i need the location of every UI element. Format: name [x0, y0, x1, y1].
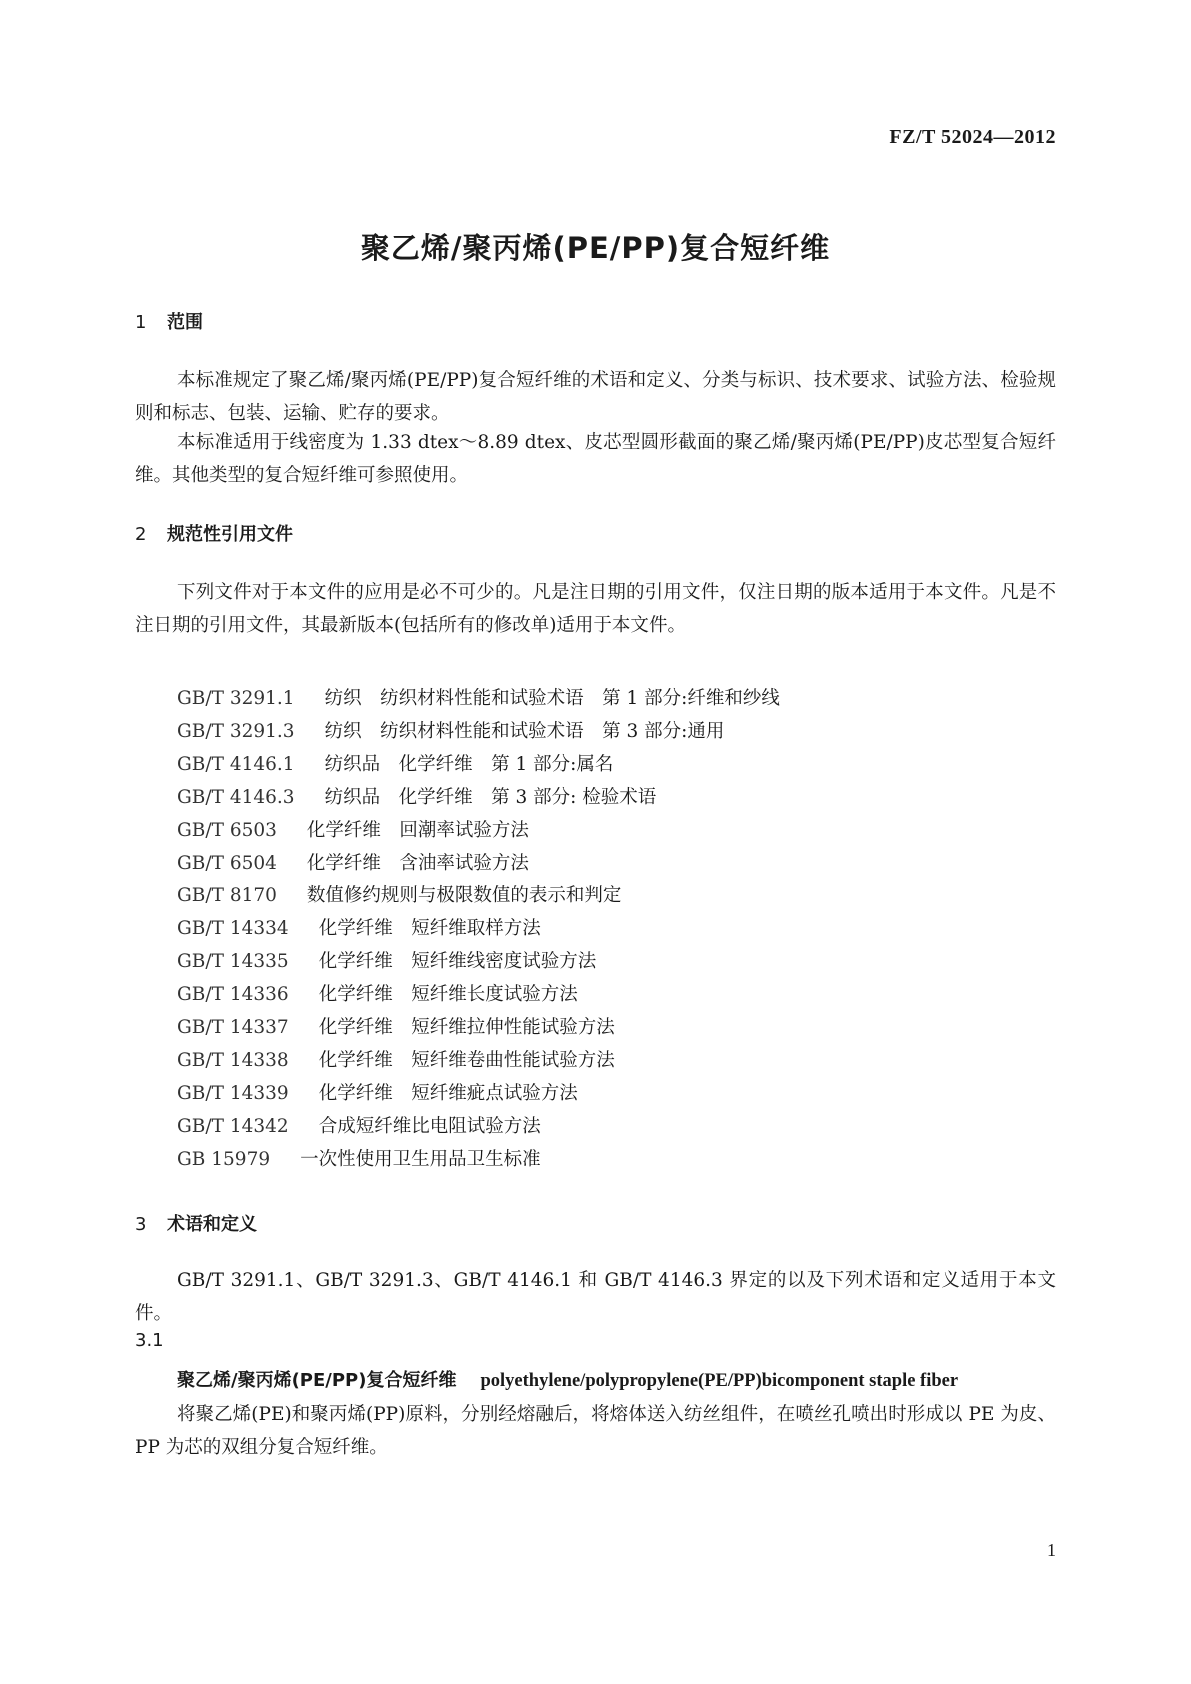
reference-code: GB/T 8170 [177, 885, 277, 907]
reference-title: 化学纤维 含油率试验方法 [306, 852, 529, 874]
reference-item [177, 848, 780, 881]
term-chinese: 聚乙烯/聚丙烯(PE/PP)复合短纤维 [177, 1370, 457, 1391]
section-1-number: 1 [135, 312, 147, 333]
section-2-title: 规范性引用文件 [167, 524, 293, 545]
reference-code: GB/T 6503 [177, 819, 277, 841]
reference-title: 纺织品 化学纤维 第 1 部分:属名 [324, 753, 614, 775]
reference-code: GB/T 4146.1 [177, 753, 295, 775]
section-1-heading [135, 308, 203, 334]
reference-title: 化学纤维 回潮率试验方法 [306, 819, 529, 841]
term-english: polyethylene/polypropylene(PE/PP)bicomponent staple fiber [480, 1371, 959, 1391]
reference-item [177, 1012, 780, 1045]
reference-code: GB 15979 [177, 1148, 271, 1170]
section-1-paragraph-1: 本标准规定了聚乙烯/聚丙烯(PE/PP)复合短纤维的术语和定义、分类与标识、技术要求、试验方法、检验规则和标志、包装、运输、贮存的要求。 [135, 370, 1056, 424]
reference-item [177, 1045, 780, 1078]
normative-references-list [177, 683, 780, 1177]
reference-code: GB/T 14334 [177, 918, 289, 940]
reference-item [177, 913, 780, 946]
section-2-intro: 下列文件对于本文件的应用是必不可少的。凡是注日期的引用文件，仅注日期的版本适用于本文件。凡是不注日期的引用文件，其最新版本(包括所有的修改单)适用于本文件。 [135, 582, 1056, 636]
reference-title: 纺织品 化学纤维 第 3 部分: 检验术语 [324, 786, 657, 808]
reference-title: 化学纤维 短纤维疵点试验方法 [318, 1082, 578, 1104]
reference-title: 化学纤维 短纤维取样方法 [318, 918, 541, 940]
section-3-heading [135, 1210, 257, 1236]
reference-code: GB/T 14336 [177, 984, 289, 1006]
section-1-paragraph-2: 本标准适用于线密度为 1.33 dtex～8.89 dtex、皮芯型圆形截面的聚乙烯/聚丙烯(PE/PP)皮芯型复合短纤维。其他类型的复合短纤维可参照使用。 [135, 432, 1056, 486]
section-3-number: 3 [135, 1214, 147, 1235]
reference-code: GB/T 14338 [177, 1049, 289, 1071]
reference-code: GB/T 4146.3 [177, 786, 295, 808]
reference-item [177, 815, 780, 848]
section-2-number: 2 [135, 524, 147, 545]
standard-number: FZ/T 52024—2012 [889, 126, 1056, 148]
reference-item [177, 1078, 780, 1111]
section-2-heading [135, 520, 293, 546]
reference-title: 纺织 纺织材料性能和试验术语 第 1 部分:纤维和纱线 [324, 688, 780, 709]
term-definition: 将聚乙烯(PE)和聚丙烯(PP)原料，分别经熔融后，将熔体送入纺丝组件，在喷丝孔喷出时形成以 PE 为皮、PP 为芯的双组分复合短纤维。 [135, 1404, 1056, 1458]
reference-code: GB/T 14339 [177, 1082, 289, 1104]
document-title: 聚乙烯/聚丙烯(PE/PP)复合短纤维 [360, 231, 831, 265]
reference-code: GB/T 14335 [177, 951, 289, 973]
reference-title: 数值修约规则与极限数值的表示和判定 [306, 885, 622, 907]
section-1-title: 范围 [167, 312, 203, 333]
reference-item [177, 782, 780, 815]
reference-item [177, 716, 780, 749]
term-heading [177, 1366, 958, 1392]
reference-item [177, 880, 780, 913]
reference-code: GB/T 14337 [177, 1017, 289, 1039]
reference-item [177, 946, 780, 979]
reference-title: 化学纤维 短纤维长度试验方法 [318, 984, 578, 1006]
term-number: 3.1 [135, 1330, 164, 1351]
reference-item [177, 683, 780, 716]
page-number: 1 [1047, 1540, 1056, 1560]
reference-title: 化学纤维 短纤维卷曲性能试验方法 [318, 1049, 615, 1071]
reference-code: GB/T 3291.3 [177, 720, 295, 742]
reference-item [177, 1144, 780, 1177]
reference-item [177, 1111, 780, 1144]
reference-title: 纺织 纺织材料性能和试验术语 第 3 部分:通用 [324, 720, 725, 742]
reference-title: 化学纤维 短纤维线密度试验方法 [318, 951, 597, 973]
reference-title: 化学纤维 短纤维拉伸性能试验方法 [318, 1017, 615, 1039]
section-3-title: 术语和定义 [167, 1214, 257, 1235]
reference-item [177, 979, 780, 1012]
reference-code: GB/T 3291.1 [177, 688, 295, 709]
reference-item [177, 749, 780, 782]
section-3-intro: GB/T 3291.1、GB/T 3291.3、GB/T 4146.1 和 GB/T 4146.3 界定的以及下列术语和定义适用于本文件。 [135, 1270, 1056, 1324]
reference-code: GB/T 14342 [177, 1115, 289, 1137]
reference-title: 合成短纤维比电阻试验方法 [318, 1115, 541, 1137]
reference-code: GB/T 6504 [177, 852, 277, 874]
reference-title: 一次性使用卫生用品卫生标准 [300, 1148, 541, 1170]
